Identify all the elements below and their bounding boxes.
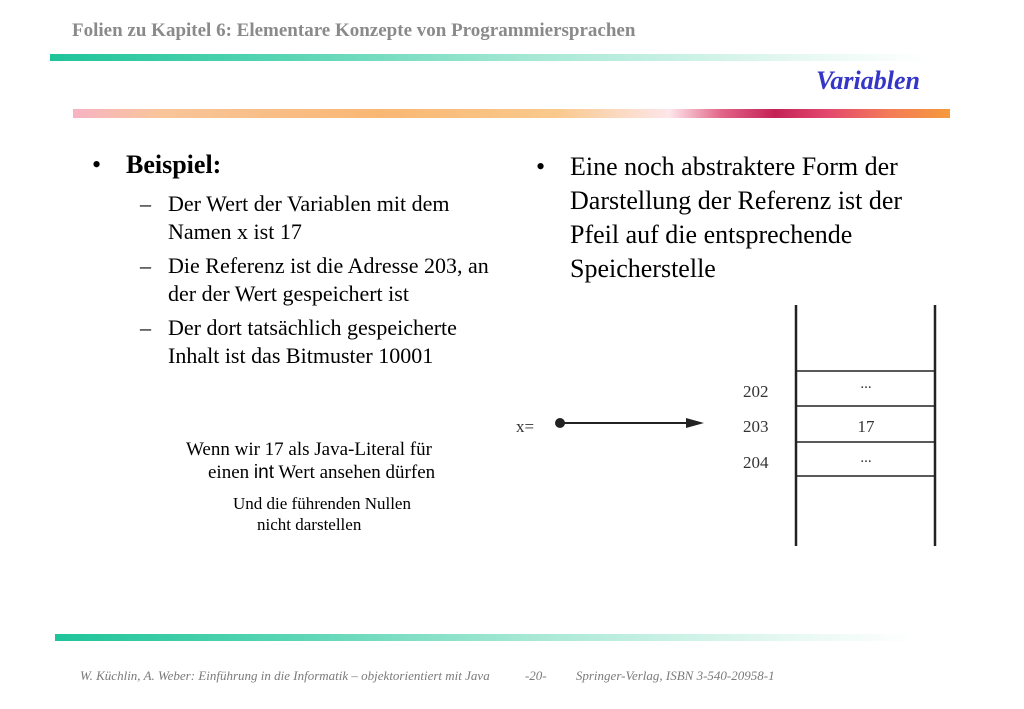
bullet-marker: • bbox=[92, 150, 102, 179]
slide-title: Variablen bbox=[815, 66, 920, 95]
annotation-line: nicht darstellen bbox=[257, 515, 362, 534]
header-title: Folien zu Kapitel 6: Elementare Konzepte von Programmiersprachen bbox=[72, 20, 636, 41]
cell-content: ... bbox=[860, 376, 872, 392]
footer-authors: W. Küchlin, A. Weber: Einführung in die Informatik – objektorientiert mit Java bbox=[80, 668, 490, 683]
annotation-line: Und die führenden Nullen bbox=[233, 494, 411, 513]
address-label: 204 bbox=[743, 453, 769, 472]
annotation-line: Wenn wir 17 als Java-Literal für bbox=[186, 439, 432, 460]
sub-bullet-text: Die Referenz ist die Adresse 203, an der der Wert gespeichert ist bbox=[168, 253, 489, 306]
dash-marker: – bbox=[140, 253, 151, 278]
annotation-text: Wert ansehen dürfen bbox=[273, 462, 436, 483]
footer bbox=[80, 668, 775, 684]
int-keyword: int bbox=[253, 462, 274, 483]
cell-content: ... bbox=[860, 450, 872, 466]
footer-publisher: Springer-Verlag, ISBN 3-540-20958-1 bbox=[575, 668, 775, 683]
variable-label: x= bbox=[516, 417, 535, 436]
annotation-text: einen bbox=[208, 462, 254, 483]
footer-divider-bar bbox=[55, 634, 915, 641]
bullet-heading: Beispiel: bbox=[126, 150, 222, 179]
dash-marker: – bbox=[140, 315, 151, 340]
sub-bullet-text: Der dort tatsächlich gespeicherte Inhalt ist das Bitmuster 10001 bbox=[168, 315, 457, 368]
cell-content: 17 bbox=[857, 417, 875, 436]
dash-marker: – bbox=[140, 191, 151, 216]
bullet-text: Eine noch abstraktere Form der Darstellung der Referenz ist der Pfeil auf die entsprechende Speicherstelle bbox=[570, 152, 903, 283]
bullet-marker: • bbox=[536, 152, 546, 181]
reference-arrow-head bbox=[686, 418, 704, 428]
sub-bullet-text: Der Wert der Variablen mit dem Namen x ist 17 bbox=[168, 191, 450, 244]
address-label: 203 bbox=[743, 417, 769, 436]
address-label: 202 bbox=[743, 382, 769, 401]
footer-page-number: -20- bbox=[524, 668, 547, 683]
